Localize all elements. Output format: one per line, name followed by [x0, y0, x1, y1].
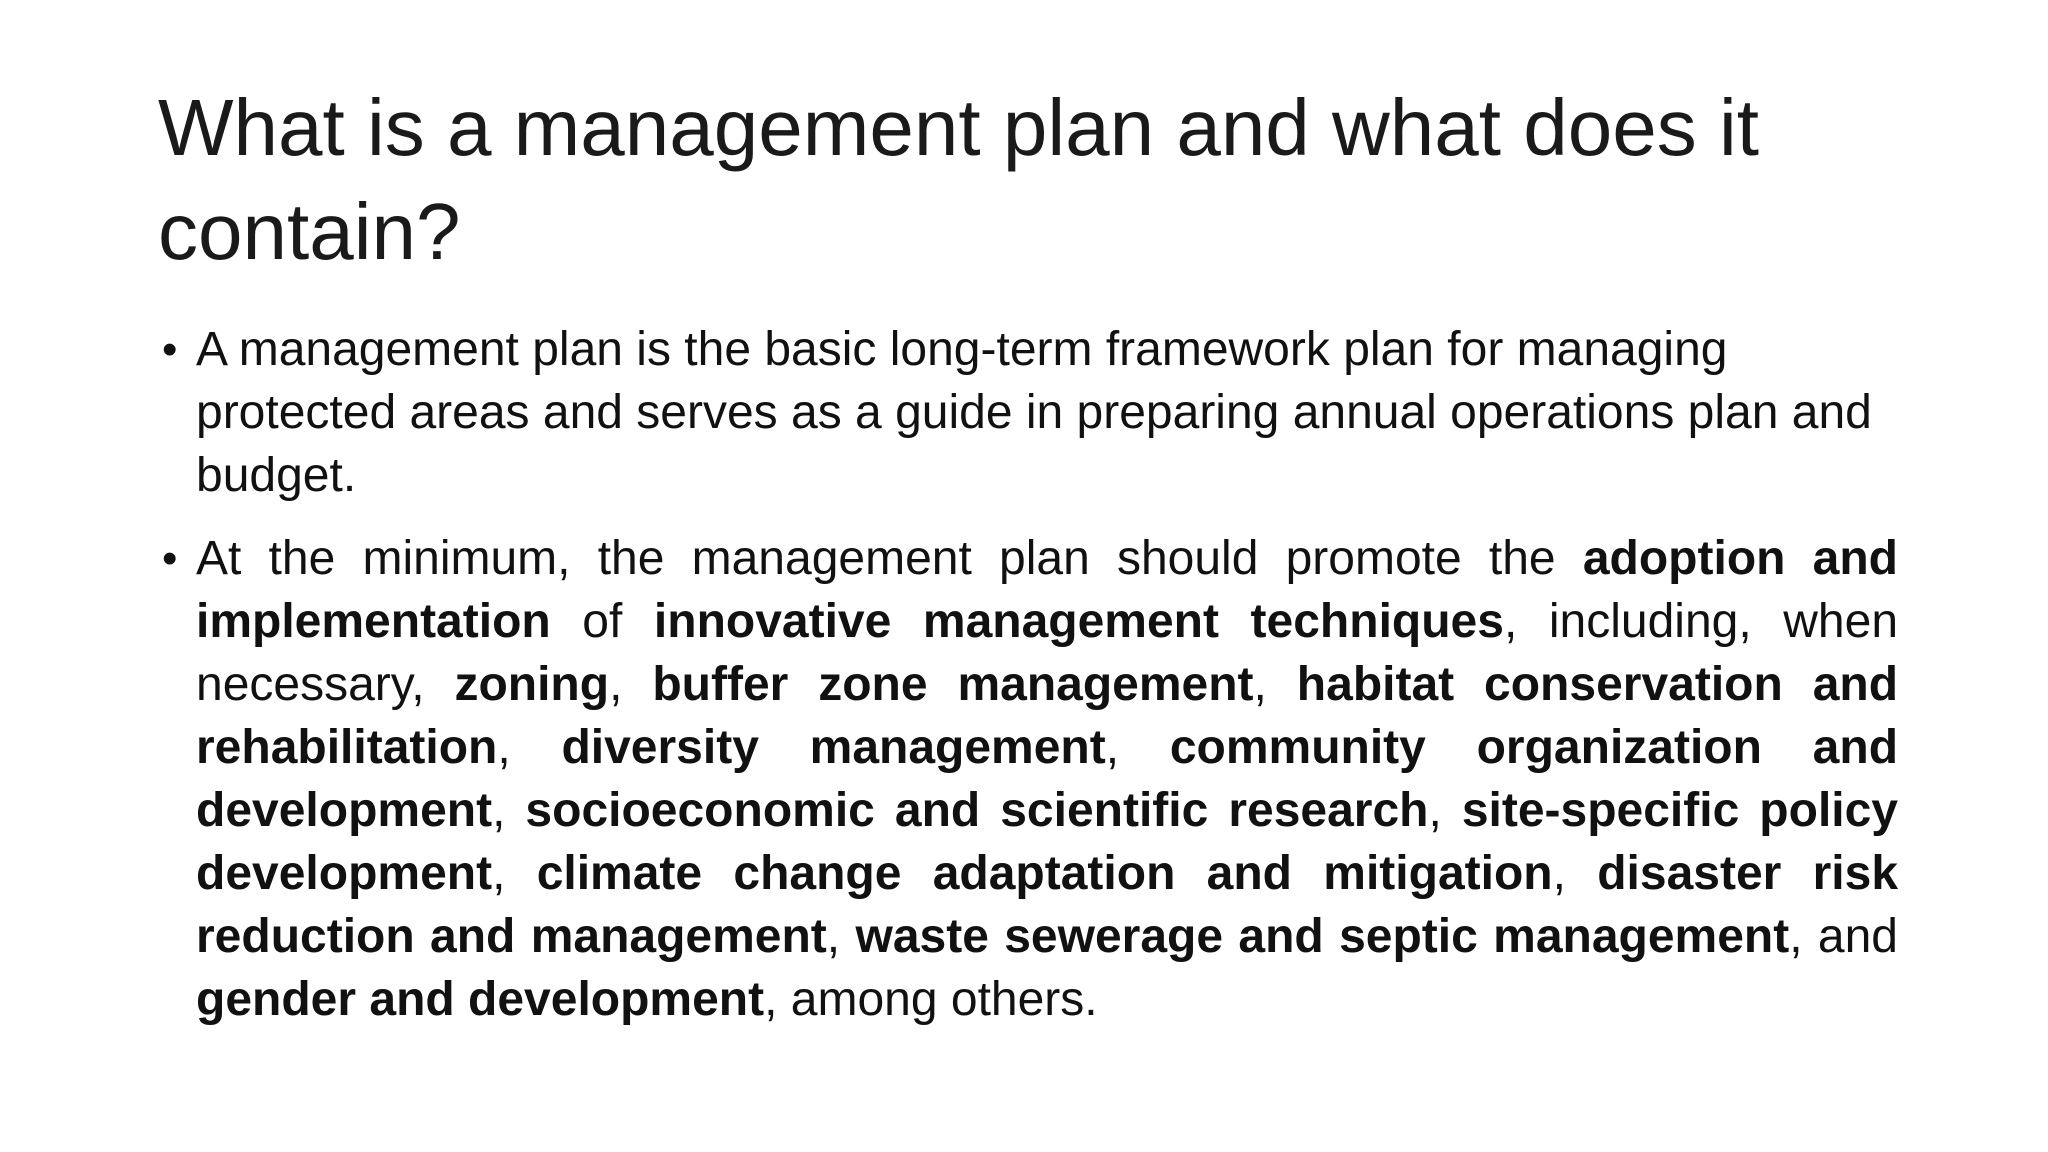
bold-term: adoption and implementation: [196, 532, 1899, 648]
bullet-item-minimum-requirements: [158, 527, 1898, 1031]
text-run: ,: [1428, 784, 1462, 837]
text-run: ,: [1105, 721, 1170, 774]
bullet-rich-text: [196, 527, 1898, 1031]
text-run: ,: [497, 721, 562, 774]
text-run: ,: [1552, 847, 1598, 900]
text-run: , among others.: [764, 973, 1098, 1026]
bullet-list: [158, 318, 1898, 1031]
bold-term: diversity management: [561, 721, 1106, 774]
text-run: , and: [1789, 910, 1899, 963]
bold-term: climate change adaptation and mitigation: [536, 847, 1553, 900]
bold-term: community organization and development: [196, 721, 1899, 837]
bold-term: buffer zone management: [652, 658, 1254, 711]
bold-term: site-specific policy development: [196, 784, 1898, 900]
bullet-item-definition: [158, 318, 1898, 507]
bullet-icon: •: [162, 325, 178, 374]
text-run: ,: [492, 784, 526, 837]
bold-term: gender and development: [196, 973, 765, 1026]
bold-term: zoning: [454, 658, 610, 711]
text-run: , including, when necessary,: [196, 595, 1899, 711]
text-run: At the minimum, the management plan should promote the: [196, 532, 1583, 585]
text-run: ,: [826, 910, 856, 963]
bold-term: habitat conservation and rehabilitation: [196, 658, 1899, 774]
text-run: ,: [492, 847, 537, 900]
text-run: ,: [609, 658, 653, 711]
bold-term: innovative management techniques: [653, 595, 1504, 648]
text-run: of: [550, 595, 654, 648]
bold-term: disaster risk reduction and management: [196, 847, 1899, 963]
slide-title: What is a management plan and what does it contain?: [158, 83, 1759, 276]
text-run: ,: [1253, 658, 1297, 711]
bullet-text: A management plan is the basic long-term framework plan for managing protected areas and serves as a guide in preparing annual operations plan and budget.: [196, 323, 1872, 502]
bullet-icon: •: [162, 534, 178, 583]
bold-term: socioeconomic and scientific research: [525, 784, 1429, 837]
bold-term: waste sewerage and septic management: [855, 910, 1790, 963]
